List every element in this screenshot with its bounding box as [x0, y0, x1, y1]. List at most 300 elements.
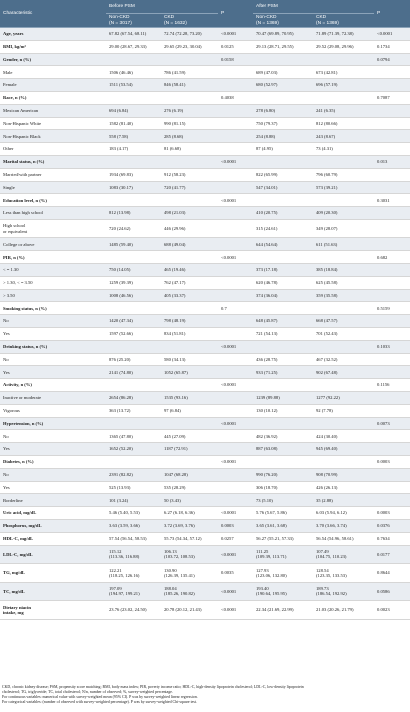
footnote-line: CKD, chronic kidney disease; PSM, propensity score matching; BMI, body mass index; PIR, poverty income ratio; HDL-C, high-density lipoprotein cholesterol; LDL-C, low-density lipoprotein: [2, 685, 304, 689]
table-row: [0, 481, 410, 494]
table-row: [0, 130, 410, 143]
row-value: [218, 289, 253, 302]
row-value: [374, 481, 410, 494]
row-value: [218, 443, 253, 456]
row-label: TG, mg/dL: [0, 564, 106, 583]
row-value: [106, 302, 161, 315]
row-label: No: [0, 468, 106, 481]
row-value: 130.90 (126.39, 135.41): [161, 564, 218, 583]
row-value: 1008 (46.56): [106, 289, 161, 302]
row-label: Yes: [0, 366, 106, 379]
row-value: 23.76 (23.02, 24.50): [106, 601, 161, 620]
row-value: 648 (45.87): [253, 315, 313, 328]
row-value: 21.03 (20.26, 21.79): [313, 601, 374, 620]
row-value: 445 (27.09): [161, 430, 218, 443]
row-value: 57.54 (56.54, 58.53): [106, 532, 161, 545]
row-value: [106, 379, 161, 392]
table-row: [0, 79, 410, 92]
row-value: 0.0035: [218, 564, 253, 583]
row-value: 6.03 (5.94, 6.12): [313, 507, 374, 520]
row-value: [253, 456, 313, 469]
row-value: [161, 417, 218, 430]
row-value: 573 (39.21): [313, 181, 374, 194]
row-value: 71.89 (71.39, 72.38): [313, 28, 374, 41]
table-row: [0, 66, 410, 79]
row-value: 373 (17.18): [253, 264, 313, 277]
row-value: 0.5159: [374, 302, 410, 315]
row-value: 446 (29.96): [161, 219, 218, 238]
table-row: [0, 315, 410, 328]
row-label: Male: [0, 66, 106, 79]
table-row: [0, 302, 410, 315]
row-value: [253, 91, 313, 104]
table-row: [0, 276, 410, 289]
row-value: 0.0003: [374, 507, 410, 520]
row-value: 535 (28.29): [161, 481, 218, 494]
row-value: [374, 104, 410, 117]
row-value: 812 (80.66): [313, 117, 374, 130]
row-value: [374, 353, 410, 366]
row-value: [106, 194, 161, 207]
header-characteristic: Characteristic: [0, 0, 106, 28]
row-value: 276 (6.19): [161, 104, 218, 117]
table-row: [0, 104, 410, 117]
row-value: 3.70 (3.66, 3.74): [313, 519, 374, 532]
row-value: 1052 (65.87): [161, 366, 218, 379]
table-row: [0, 91, 410, 104]
row-value: [218, 143, 253, 156]
row-value: <0.0001: [218, 582, 253, 601]
row-value: <0.0001: [218, 251, 253, 264]
row-value: 812 (13.98): [106, 207, 161, 220]
row-value: 35 (2.88): [313, 494, 374, 507]
row-value: 285 (8.68): [161, 130, 218, 143]
row-value: 197.09 (194.97, 199.21): [106, 582, 161, 601]
table-row: [0, 264, 410, 277]
row-label: Marital status, n (%): [0, 155, 106, 168]
table-row: [0, 601, 410, 620]
table-row: [0, 494, 410, 507]
row-value: [106, 251, 161, 264]
table-row: [0, 417, 410, 430]
table-row: [0, 181, 410, 194]
row-value: 306 (18.70): [253, 481, 313, 494]
footnote-line: cholesterol; TG, triglyceride; TC, total cholesterol; N/n, number of observed; %, survey-weighted percentage.: [2, 690, 173, 695]
table-row: [0, 40, 410, 53]
row-value: 0.8644: [374, 564, 410, 583]
header-before-psm: Before PSM: [106, 0, 218, 14]
row-value: 106.13 (103.72, 108.53): [161, 545, 218, 564]
row-value: 73 (5.10): [253, 494, 313, 507]
header-after-non-ckd: Non-CKD (N = 1369): [253, 14, 313, 28]
row-value: [218, 404, 253, 417]
row-label: Gender, n (%): [0, 53, 106, 66]
row-label: Non-Hispanic White: [0, 117, 106, 130]
row-value: 6.27 (6.18, 6.36): [161, 507, 218, 520]
row-value: [374, 117, 410, 130]
row-value: 0.3031: [374, 194, 410, 207]
row-value: 278 (6.80): [253, 104, 313, 117]
row-value: <0.0001: [218, 601, 253, 620]
row-value: 933 (71.25): [253, 366, 313, 379]
row-value: 1047 (68.28): [161, 468, 218, 481]
row-value: [374, 276, 410, 289]
row-value: 1365 (47.80): [106, 430, 161, 443]
row-value: 72.74 (72.28, 73.20): [161, 28, 218, 41]
row-value: 0.0257: [218, 532, 253, 545]
row-value: <0.0001: [218, 507, 253, 520]
row-label: Diabetes, n (%): [0, 456, 106, 469]
row-value: 1597 (52.66): [106, 328, 161, 341]
row-value: [218, 181, 253, 194]
row-value: [374, 430, 410, 443]
table-row: [0, 117, 410, 130]
row-value: 673 (42.81): [313, 66, 374, 79]
row-value: 241 (6.35): [313, 104, 374, 117]
row-value: 625 (45.58): [313, 276, 374, 289]
row-label: No: [0, 430, 106, 443]
row-value: 0.1734: [374, 40, 410, 53]
row-value: [218, 66, 253, 79]
row-value: 0.0794: [374, 53, 410, 66]
table-row: [0, 340, 410, 353]
row-value: 2391 (82.82): [106, 468, 161, 481]
header-before-non-ckd: Non-CKD (N = 3017): [106, 14, 161, 28]
row-value: 3.65 (3.61, 3.68): [253, 519, 313, 532]
row-value: 22.34 (21.69, 22.99): [253, 601, 313, 620]
row-value: 580 (34.13): [161, 353, 218, 366]
table-row: [0, 238, 410, 251]
row-value: [313, 417, 374, 430]
row-value: 465 (19.46): [161, 264, 218, 277]
row-value: 1485 (59.40): [106, 238, 161, 251]
row-value: 762 (47.17): [161, 276, 218, 289]
row-value: [374, 366, 410, 379]
row-value: 611 (51.63): [313, 238, 374, 251]
row-label: Age, years: [0, 28, 106, 41]
row-label: Less than high school: [0, 207, 106, 220]
row-value: <0.0001: [218, 417, 253, 430]
row-value: [218, 315, 253, 328]
row-value: [374, 264, 410, 277]
row-value: [313, 91, 374, 104]
table-row: [0, 564, 410, 583]
table-row: [0, 392, 410, 405]
row-label: Activity, n (%): [0, 379, 106, 392]
row-value: <0.0001: [218, 379, 253, 392]
row-label: < = 1.30: [0, 264, 106, 277]
row-value: 107.49 (104.75, 110.23): [313, 545, 374, 564]
row-label: Vigorous: [0, 404, 106, 417]
row-value: [161, 456, 218, 469]
table-row: [0, 155, 410, 168]
row-value: 887 (63.08): [253, 443, 313, 456]
row-value: 1239 (89.88): [253, 392, 313, 405]
table-row: [0, 507, 410, 520]
row-value: 2141 (74.80): [106, 366, 161, 379]
row-value: [374, 66, 410, 79]
row-value: 876 (25.20): [106, 353, 161, 366]
row-value: 0.0003: [218, 519, 253, 532]
table-row: [0, 28, 410, 41]
row-value: [218, 353, 253, 366]
row-value: 73 (4.31): [313, 143, 374, 156]
row-value: 0.0023: [374, 601, 410, 620]
row-value: 183 (4.17): [106, 143, 161, 156]
row-value: 29.00 (28.67, 29.33): [106, 40, 161, 53]
table-row: [0, 532, 410, 545]
row-value: 29.13 (28.71, 29.55): [253, 40, 313, 53]
table-row: [0, 353, 410, 366]
row-value: [218, 264, 253, 277]
row-value: [253, 194, 313, 207]
row-value: 0.0586: [374, 582, 410, 601]
row-value: [106, 53, 161, 66]
row-value: [218, 468, 253, 481]
row-value: 467 (32.52): [313, 353, 374, 366]
row-value: [374, 130, 410, 143]
row-value: 668 (47.57): [313, 315, 374, 328]
row-value: 1187 (72.91): [161, 443, 218, 456]
table-row: [0, 379, 410, 392]
table-row: [0, 289, 410, 302]
row-value: 721 (54.13): [253, 328, 313, 341]
table-row: [0, 468, 410, 481]
row-value: [313, 379, 374, 392]
row-value: 902 (67.48): [313, 366, 374, 379]
row-value: [218, 219, 253, 238]
row-label: HDL-C, mg/dL: [0, 532, 106, 545]
table-row: [0, 168, 410, 181]
row-value: 409 (20.30): [313, 207, 374, 220]
table-row: [0, 582, 410, 601]
row-value: [313, 456, 374, 469]
row-value: [313, 302, 374, 315]
row-value: 0.0073: [374, 417, 410, 430]
row-value: <0.0001: [218, 194, 253, 207]
row-value: 822 (65.99): [253, 168, 313, 181]
row-value: 525 (13.93): [106, 481, 161, 494]
row-value: 115.12 (113.36, 116.88): [106, 545, 161, 564]
row-label: > 1.30, < = 3.50: [0, 276, 106, 289]
row-value: 689 (47.03): [253, 66, 313, 79]
header-p-before: P: [218, 0, 253, 28]
row-label: TC, mg/dL: [0, 582, 106, 601]
row-value: 0.0177: [374, 545, 410, 564]
table-row: [0, 219, 410, 238]
row-value: [218, 366, 253, 379]
row-value: 0.7: [218, 302, 253, 315]
row-value: 426 (26.13): [313, 481, 374, 494]
row-value: [253, 155, 313, 168]
row-value: 558 (7.58): [106, 130, 161, 143]
row-value: [218, 328, 253, 341]
table-row: [0, 366, 410, 379]
row-value: 254 (8.88): [253, 130, 313, 143]
row-value: 1420 (47.34): [106, 315, 161, 328]
row-value: 2654 (86.28): [106, 392, 161, 405]
row-value: [313, 53, 374, 66]
row-label: Yes: [0, 481, 106, 494]
row-value: 696 (57.19): [313, 79, 374, 92]
row-label: Education level, n (%): [0, 194, 106, 207]
row-value: [374, 207, 410, 220]
row-label: Race, n (%): [0, 91, 106, 104]
row-label: Yes: [0, 328, 106, 341]
row-value: [161, 251, 218, 264]
row-value: 193.40 (190.64, 195.95): [253, 582, 313, 601]
row-value: 97 (6.84): [161, 404, 218, 417]
row-value: 0.0003: [374, 456, 410, 469]
row-value: 834 (51.81): [161, 328, 218, 341]
row-value: [106, 417, 161, 430]
row-value: [106, 340, 161, 353]
table-row: [0, 251, 410, 264]
row-value: 0.682: [374, 251, 410, 264]
row-value: 1652 (52.20): [106, 443, 161, 456]
table-row: [0, 430, 410, 443]
row-value: [374, 181, 410, 194]
row-value: <0.0001: [374, 28, 410, 41]
row-value: 56.54 (54.96, 58.61): [313, 532, 374, 545]
row-value: 29.65 (29.23, 30.04): [161, 40, 218, 53]
row-value: [106, 91, 161, 104]
row-value: 498 (21.03): [161, 207, 218, 220]
row-value: 1259 (39.39): [106, 276, 161, 289]
row-value: 1277 (92.22): [313, 392, 374, 405]
row-value: 796 (60.79): [313, 168, 374, 181]
row-label: BMI, kg/m²: [0, 40, 106, 53]
row-value: 786 (41.59): [161, 66, 218, 79]
row-value: [253, 379, 313, 392]
row-value: [374, 143, 410, 156]
row-value: 1934 (69.83): [106, 168, 161, 181]
row-label: Borderline: [0, 494, 106, 507]
row-value: 1535 (93.16): [161, 392, 218, 405]
row-value: [218, 392, 253, 405]
table-row: [0, 53, 410, 66]
row-value: [253, 417, 313, 430]
table-row: [0, 328, 410, 341]
row-value: 127.93 (123.06, 132.80): [253, 564, 313, 583]
row-value: 189.73 (186.54, 192.92): [313, 582, 374, 601]
row-value: 3.72 (3.69, 3.76): [161, 519, 218, 532]
row-value: 0.7634: [374, 532, 410, 545]
row-value: [374, 468, 410, 481]
row-value: [106, 456, 161, 469]
row-value: 0.1033: [374, 340, 410, 353]
row-value: 701 (52.43): [313, 328, 374, 341]
row-value: 1582 (81.40): [106, 117, 161, 130]
row-value: [374, 168, 410, 181]
row-value: [161, 194, 218, 207]
row-value: 3.63 (3.59, 3.66): [106, 519, 161, 532]
row-value: [253, 53, 313, 66]
row-value: <0.0001: [218, 28, 253, 41]
row-value: 92 (7.78): [313, 404, 374, 417]
row-value: 56.27 (55.21, 57.33): [253, 532, 313, 545]
row-value: 908 (70.99): [313, 468, 374, 481]
row-value: 29.52 (29.08, 29.96): [313, 40, 374, 53]
row-value: [374, 392, 410, 405]
table-row: [0, 545, 410, 564]
row-label: Other: [0, 143, 106, 156]
row-value: [218, 494, 253, 507]
row-value: [374, 494, 410, 507]
footnote-line: For categorical variables: (number of observed with survey-weighted percentage). P was by survey-weighted Chi-square test.: [2, 700, 197, 705]
row-value: 359 (35.58): [313, 289, 374, 302]
row-label: Uric acid, mg/dL: [0, 507, 106, 520]
row-value: 87 (4.95): [253, 143, 313, 156]
footnote-line: For continuous variables: numerical value with survey-weighted mean (95% CI). P was by survey-weighted linear regression.: [2, 695, 198, 700]
row-value: [218, 481, 253, 494]
row-value: 128.54 (123.35, 133.53): [313, 564, 374, 583]
header-after-ckd: CKD (N = 1369): [313, 14, 374, 28]
row-value: 50 (3.43): [161, 494, 218, 507]
row-value: [313, 340, 374, 353]
row-value: 101 (3.24): [106, 494, 161, 507]
row-label: Drinking status, n (%): [0, 340, 106, 353]
table-row: [0, 207, 410, 220]
row-value: [106, 155, 161, 168]
row-value: 482 (36.92): [253, 430, 313, 443]
row-value: [218, 207, 253, 220]
row-value: [374, 289, 410, 302]
row-label: Yes: [0, 443, 106, 456]
row-label: Non-Hispanic Black: [0, 130, 106, 143]
row-value: [161, 379, 218, 392]
row-value: [374, 328, 410, 341]
row-value: 5.76 (5.67, 5.86): [253, 507, 313, 520]
row-value: 1083 (30.17): [106, 181, 161, 194]
row-value: [218, 117, 253, 130]
row-label: Female: [0, 79, 106, 92]
row-value: 720 (41.77): [161, 181, 218, 194]
table-row: [0, 443, 410, 456]
row-label: High school or equivalent: [0, 219, 106, 238]
row-value: 20.78 (20.12, 21.43): [161, 601, 218, 620]
row-label: No: [0, 353, 106, 366]
row-value: 750 (14.05): [106, 264, 161, 277]
row-value: 0.0125: [218, 40, 253, 53]
table-row: [0, 456, 410, 469]
row-label: Smoking status, n (%): [0, 302, 106, 315]
row-value: [374, 238, 410, 251]
row-value: 945 (69.40): [313, 443, 374, 456]
row-value: [218, 79, 253, 92]
row-value: 5.46 (5.40, 5.53): [106, 507, 161, 520]
row-label: Inactive or moderate: [0, 392, 106, 405]
row-value: [161, 302, 218, 315]
row-label: Hypertension, n (%): [0, 417, 106, 430]
table-row: [0, 404, 410, 417]
row-value: 0.0158: [218, 53, 253, 66]
row-value: [374, 404, 410, 417]
row-value: 990 (76.20): [253, 468, 313, 481]
row-value: 130 (10.12): [253, 404, 313, 417]
row-label: Dietary niacin intake, mg: [0, 601, 106, 620]
row-value: 644 (54.64): [253, 238, 313, 251]
row-value: [218, 168, 253, 181]
row-value: 0.7087: [374, 91, 410, 104]
row-value: 436 (28.75): [253, 353, 313, 366]
row-label: Single: [0, 181, 106, 194]
row-value: 1506 (46.46): [106, 66, 161, 79]
row-value: [374, 443, 410, 456]
table-footnotes: [2, 685, 408, 705]
row-value: 81 (6.68): [161, 143, 218, 156]
row-value: 798 (48.19): [161, 315, 218, 328]
